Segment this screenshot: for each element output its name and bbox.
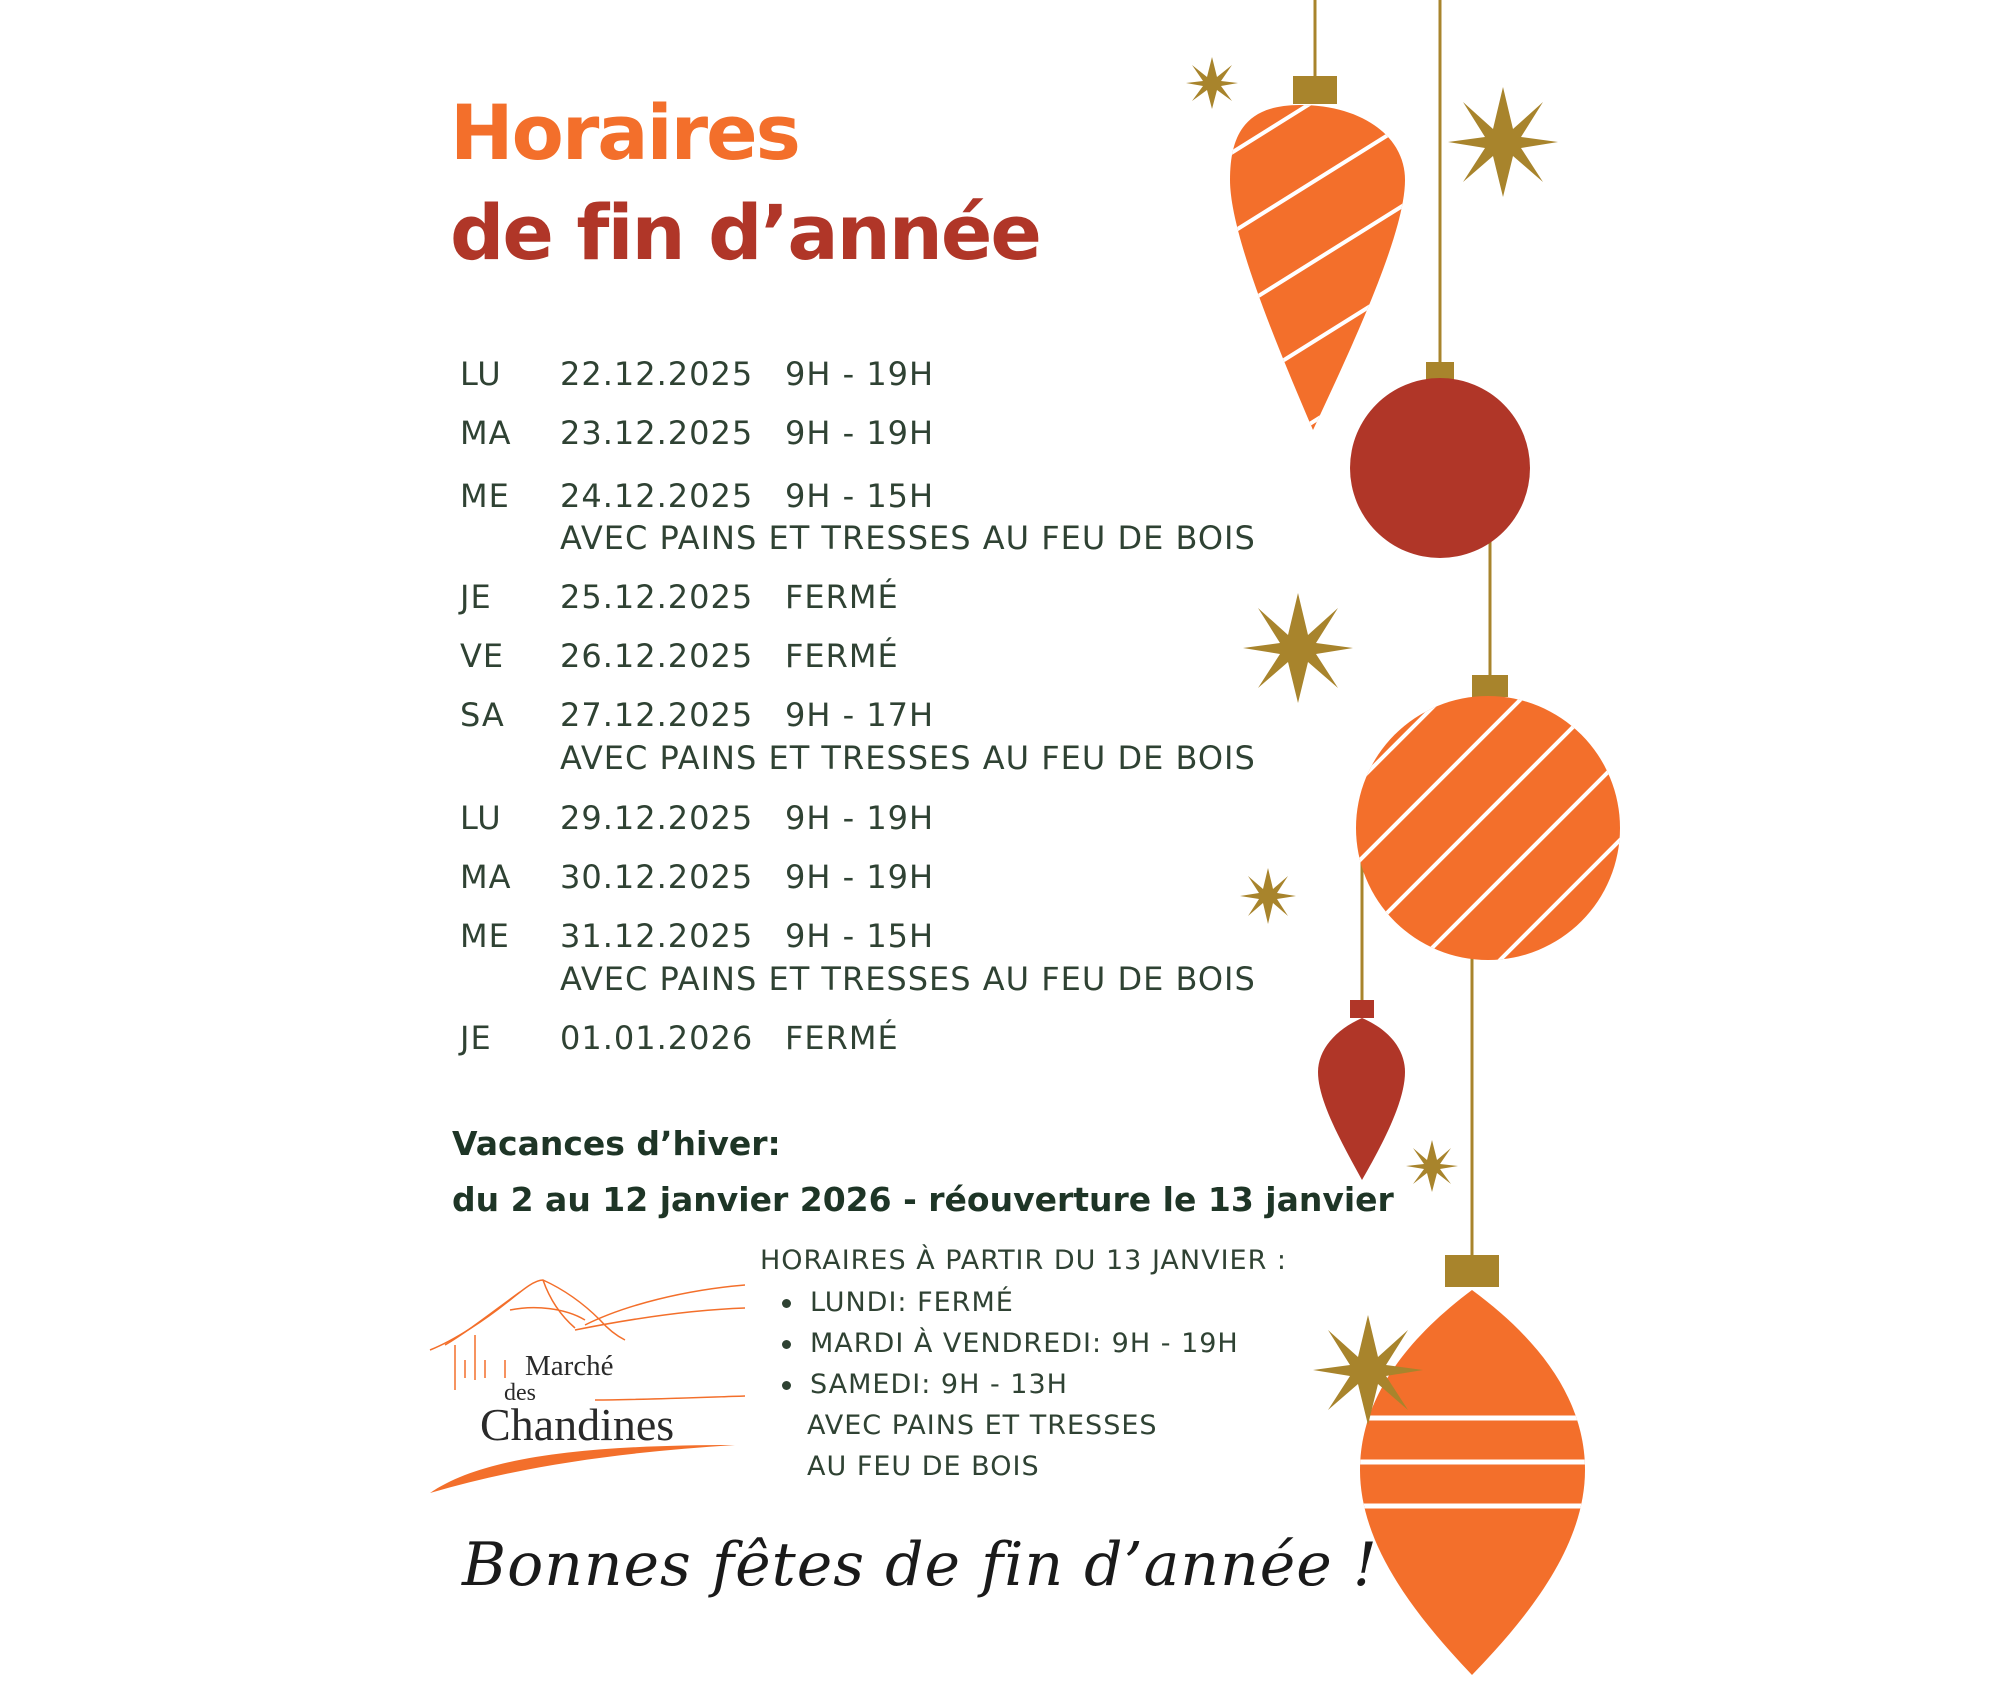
logo-text-marche: Marché xyxy=(525,1350,614,1382)
list-item: SAMEDI: 9H - 13H xyxy=(760,1364,1287,1405)
orange-striped-ball-ornament xyxy=(1340,660,1640,1020)
hours: 9H - 17H xyxy=(785,696,935,734)
vacation-heading: Vacances d’hiver: xyxy=(452,1124,781,1163)
hours: FERMÉ xyxy=(785,637,899,675)
schedule-note: AVEC PAINS ET TRESSES AU FEU DE BOIS xyxy=(560,960,1256,998)
new-hours-note-line: AU FEU DE BOIS xyxy=(807,1451,1040,1482)
list-item: LUNDI: FERMÉ xyxy=(760,1282,1287,1323)
greeting-text: Bonnes fêtes de fin d’année ! xyxy=(462,1530,1378,1600)
bullet-icon xyxy=(782,1299,791,1308)
orange-onion-ornament xyxy=(1350,1255,1600,1675)
date: 29.12.2025 xyxy=(560,799,754,837)
hours: FERMÉ xyxy=(785,1019,899,1057)
date: 26.12.2025 xyxy=(560,637,754,675)
new-hours-section xyxy=(760,1245,1287,1487)
day: ME xyxy=(460,917,510,955)
schedule xyxy=(0,0,1300,1100)
list-item: MARDI À VENDREDI: 9H - 19H xyxy=(760,1323,1287,1364)
bullet-icon xyxy=(782,1340,791,1349)
title-line-1: Horaires xyxy=(450,88,799,177)
date: 01.01.2026 xyxy=(560,1019,754,1057)
day: SA xyxy=(460,696,505,734)
vacation-dates: du 2 au 12 janvier 2026 - réouverture le 13 janvier xyxy=(452,1180,1394,1219)
date: 23.12.2025 xyxy=(560,414,754,452)
day: MA xyxy=(460,858,512,896)
hours: 9H - 19H xyxy=(785,799,935,837)
date: 27.12.2025 xyxy=(560,696,754,734)
schedule-note: AVEC PAINS ET TRESSES AU FEU DE BOIS xyxy=(560,519,1256,557)
day: LU xyxy=(460,799,502,837)
date: 25.12.2025 xyxy=(560,578,754,616)
logo-text-chandines: Chandines xyxy=(480,1399,675,1450)
red-ball-ornament xyxy=(1350,362,1530,558)
date: 22.12.2025 xyxy=(560,355,754,393)
day: JE xyxy=(460,578,492,616)
day: VE xyxy=(460,637,505,675)
day: JE xyxy=(460,1019,492,1057)
day: MA xyxy=(460,414,512,452)
day: LU xyxy=(460,355,502,393)
title-line-2: de fin d’année xyxy=(450,188,1040,277)
star-icon xyxy=(1448,87,1558,197)
hours: 9H - 15H xyxy=(785,477,935,515)
star-icon xyxy=(1313,1315,1423,1425)
date: 24.12.2025 xyxy=(560,477,754,515)
date: 31.12.2025 xyxy=(560,917,754,955)
schedule-note: AVEC PAINS ET TRESSES AU FEU DE BOIS xyxy=(560,739,1256,777)
hours: 9H - 19H xyxy=(785,858,935,896)
hours: 9H - 19H xyxy=(785,355,935,393)
new-hours-header: HORAIRES À PARTIR DU 13 JANVIER : xyxy=(760,1245,1288,1276)
date: 30.12.2025 xyxy=(560,858,754,896)
hours: FERMÉ xyxy=(785,578,899,616)
day: ME xyxy=(460,477,510,515)
hours: 9H - 15H xyxy=(785,917,935,955)
new-hours-note-line: AVEC PAINS ET TRESSES xyxy=(807,1410,1158,1441)
red-drop-ornament xyxy=(1318,1000,1405,1180)
bullet-icon xyxy=(782,1381,791,1390)
new-hours-list xyxy=(760,1282,1287,1405)
logo-text-des: des xyxy=(504,1380,536,1406)
hours: 9H - 19H xyxy=(785,414,935,452)
star-icon xyxy=(1406,1140,1458,1192)
